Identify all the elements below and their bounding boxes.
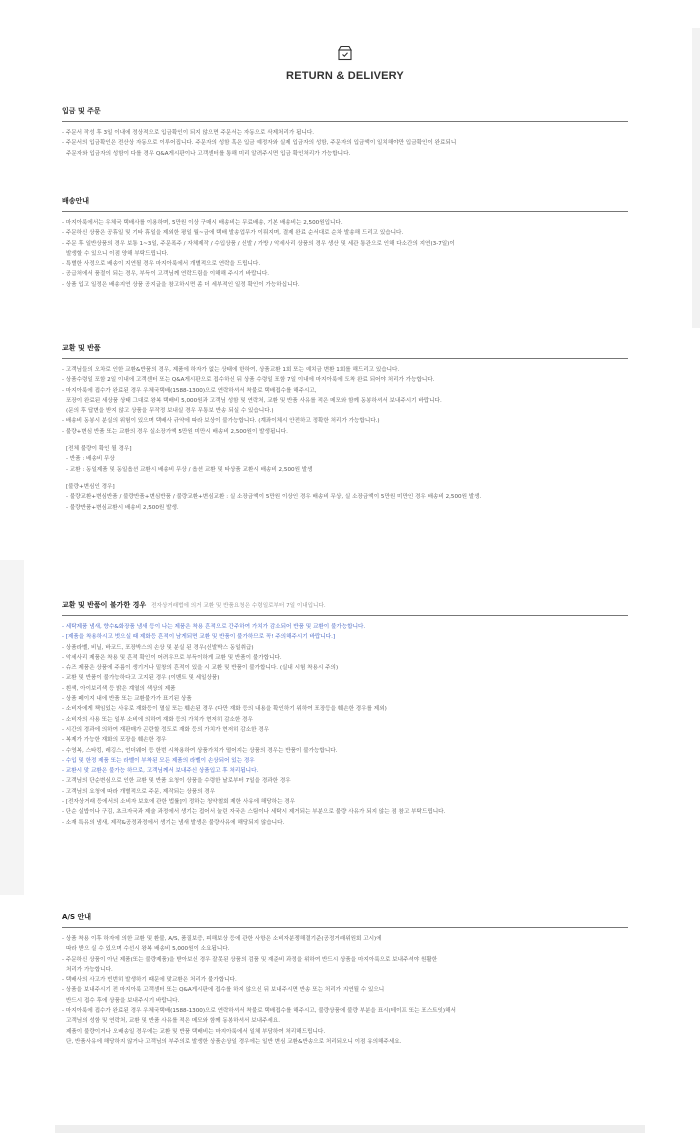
notice-line-highlight: - [제품을 착용하시고 벗으실 때 제화등 흔적이 남게되면 교환 및 반품이 불가하므로 꼭! 주의해주시기 바랍니다.] (62, 634, 336, 641)
section-title-text: A/S 안내 (62, 913, 91, 921)
section-lines (62, 616, 628, 828)
notice-line: - [전자상거래 등에서의 소비자 보호에 관한 법률]이 정하는 청약철회 제한 사유에 해당하는 경우 (62, 799, 296, 806)
notice-line: 처리가 가능합니다. (66, 966, 113, 973)
notice-line: - 불량교환+변심반품 / 불량반품+변심반품 / 불량교환+변심교환 : 실 소장금액이 5만원 이상인 경우 배송비 무상, 실 소장금액이 5만원 미만인 경우 배송비 2,500원 발생. (66, 494, 482, 501)
notice-line: - 소재 특유의 냄새, 제작&공정과정에서 생기는 냄새 발생은 불량사유에 해당되지 않습니다. (62, 819, 285, 826)
section-lines (62, 122, 628, 159)
notice-line: - 마지아룩에서는 우체국 택배사를 이용하며, 5만원 이상 구매시 배송비는 무료배송, 기본 배송비는 2,500원입니다. (62, 220, 343, 226)
section-title-text: 교환 및 반품이 불가한 경우 (62, 601, 147, 609)
notice-line: - 특별한 사정으로 배송이 지연될 경우 마지아룩에서 개별적으로 연락을 드립니다. (62, 261, 261, 268)
notice-line: - 슈즈 제품은 상품에 주름이 생기거나 밑창의 흔적이 있을 시 교환 및 반품이 불가합니다. (실내 시험 착용시 주의) (62, 665, 339, 672)
section-delivery-info (62, 196, 628, 290)
content-area (62, 0, 628, 1045)
notice-line: - 반품 : 배송비 무상 (66, 456, 115, 463)
notice-line: - 고객님의 요청에 따라 개별적으로 주문, 제작되는 상품의 경우 (62, 788, 216, 795)
notice-line: - 악세사리 제품은 착용 및 흔적 확인이 어려우므로 부득이하게 교환 및 반품이 불가합니다. (62, 654, 282, 661)
notice-line-highlight: - 세탁제품 냄새, 향수&화장품 냄새 등이 나는 제품은 착용 흔적으로 간주하여 가치가 감소되어 반품 및 교환이 불가능합니다. (62, 624, 366, 630)
section-lines (62, 928, 628, 1047)
page-header (62, 0, 628, 96)
section-title (62, 196, 628, 212)
notice-line: (문의 후 답변을 받지 않고 상품을 무작정 보내실 경우 무통보 반송 되실 수 있습니다.) (66, 408, 274, 415)
right-side-strip (692, 28, 700, 328)
notice-line: 주문자와 입금자의 성함이 다를 경우 Q&A게시판이나 고객센터를 통해 미리 알려주시면 입금 확인처리가 가능합니다. (66, 150, 351, 157)
notice-line: - 마지아룩에 접수가 완료된 경우 우체국택배(1588-1300)으로 연락하셔서 착불로 택배접수를 해주시고, 불량상품에 불량 부분을 표시(테이프 또는 포스트잇)해서 (62, 1008, 456, 1015)
notice-line: - 복제가 가능한 재화의 포장을 훼손한 경우 (62, 737, 167, 744)
notice-line: [불량+변심인 경우] (66, 483, 115, 490)
notice-line: 단, 반품사유에 해당하지 않거나 고객님의 부주의로 발생한 상품손상일 경우에는 일반 변심 교환&반송으로 처리되오니 이점 유의해주세요. (66, 1038, 402, 1045)
notice-line: - 불량반품+변심교환시 배송비 2,500원 발생. (66, 504, 179, 511)
notice-line: - 불량+변심 반품 또는 교환의 경우 실소장가액 5만원 미만시 배송비 2,500원이 발생됩니다. (62, 428, 288, 435)
notice-line: - 주문서의 입금확인은 전산상 자동으로 이루어집니다. 주문자의 성함 혹은 입금 예정자와 실제 입금자의 성함, 주문자의 입금액이 일치해야만 입금확인이 완료되니 (62, 140, 457, 147)
line-gap (62, 437, 628, 444)
notice-line: - 공급처에서 품절이 되는 경우, 부득이 고객님께 연락드림을 이해해 주시기 바랍니다. (62, 271, 270, 278)
section-title (62, 912, 628, 928)
notice-line: - 상품 페이지 내에 반품 또는 교환불가가 표기된 상품 (62, 696, 192, 703)
notice-line: 포장이 완료된 새상품 상태 그대로 왕복 택배비 5,000원과 고객님 성함 및 연락처, 교환 및 반품 사유를 적은 메모와 함께 동봉하셔서 보내주시기 바랍니다. (66, 397, 442, 404)
notice-line: - 시간의 경과에 의하여 재판매가 곤란할 정도로 재화 등의 가치가 현저히 감소한 경우 (62, 726, 270, 733)
section-as-info (62, 912, 628, 1047)
left-side-strip (0, 560, 24, 895)
notice-line: - 배송비 동봉시 분실의 위험이 있으며 택배사 규약에 따라 보상이 불가능합니다. (계좌이체시 안전하고 정확한 처리가 가능합니다.) (62, 418, 380, 425)
notice-line-highlight: - 수입 및 한정 제품 또는 라벨이 부착된 모든 제품의 라벨이 손상되어 있는 경우 (62, 757, 255, 764)
notice-line: - 교환 및 반품이 불가능하다고 고지된 경우 (이벤트 및 세일상품) (62, 675, 220, 682)
section-subtitle: 전자상거래법에 의거 교환 및 반품요청은 수령일로부터 7일 이내입니다. (151, 603, 326, 609)
notice-line-highlight: - 교환시 맞 교환은 불가능 하므로, 고객님께서 보내주신 상품입고 후 처리됩니다. (62, 768, 259, 775)
section-title (62, 343, 628, 359)
notice-line: - 단순 실밥이나 구김, 초크자국과 제술 과정에서 생기는 접어서 눌린 자국은 스팀이나 세탁시 제거되는 부분으로 불량 사유가 되지 않는 점 참고 부탁드립니다. (62, 809, 446, 816)
notice-line: 따라 받으 실 수 있으며 수선시 왕복 배송비 5,000원이 소요됩니다. (66, 946, 230, 953)
section-title-text: 입금 및 주문 (62, 107, 101, 115)
section-title (62, 600, 628, 616)
section-title-text: 교환 및 반품 (62, 344, 101, 352)
notice-line: 제품이 불량이거나 오배송일 경우에는 교환 및 반품 택배비는 마지아룩에서 일체 부담하여 처리해드립니다. (66, 1028, 326, 1035)
notice-line: - 택배사의 사고가 빈번히 발생하기 때문에 맞교환은 처리가 불가합니다. (62, 977, 237, 984)
notice-line: - 주문하신 상품이 아닌 제품(또는 불량제품)을 받아보신 경우 잘못된 상품의 검품 및 재준비 과정을 위하여 반드시 상품을 마지아룩으로 보내주셔야 원활한 (62, 956, 438, 963)
section-return-not-allowed (62, 600, 628, 828)
notice-line: - 상품 착용 이후 하자에 의한 교환 및 환불, A/S, 품질보증, 피해보상 등에 관한 사항은 소비자분쟁해결기준(공정거래위원회 고시)에 (62, 936, 382, 942)
notice-line: - 고객님들의 오차로 인한 교환&반품의 경우, 제품에 하자가 없는 상태에 한하여, 상품교환 1회 또는 예치금 변환 1회를 해드리고 있습니다. (62, 367, 400, 373)
notice-line: - 상품라벨, 비닐, 바코드, 포장박스의 손상 및 분실 된 경우(신발박스 동일취급) (62, 644, 254, 651)
section-payment-order (62, 106, 628, 159)
notice-line: - 상품수령일 포함 2일 이내에 고객센터 또는 Q&A게시판으로 접수하신 뒤 상품 수령일 포함 7일 이내에 마지아룩에 도착 완료 되어야 처리가 가능합니다. (62, 377, 435, 384)
notice-line: - 소비자에게 책임있는 사유로 재화등이 멸실 또는 훼손된 경우 (다만 재화 등의 내용을 확인하기 위하여 포장등을 훼손한 경우를 제외) (62, 706, 387, 713)
notice-line: - 수영복, 스타킹, 레깅스, 언더웨어 등 한번 시착용하여 상품가치가 떨어지는 상품의 경우는 반품이 불가능합니다. (62, 747, 338, 754)
line-gap (62, 475, 628, 482)
section-title (62, 106, 628, 122)
notice-line: [전체 불량이 확인 될 경우] (66, 446, 132, 453)
notice-line: 발생할 수 있으니 이점 양해 부탁드립니다. (66, 250, 169, 257)
notice-line: - 주문하신 상품은 공휴일 및 기타 휴일을 제외한 평일 월~금에 택배 발송업무가 이뤄지며, 결제 완료 순서대로 순차 발송해 드리고 있습니다. (62, 230, 404, 237)
notice-line: - 소비자의 사용 또는 일부 소비에 의하여 재화 등의 가치가 현저히 감소한 경우 (62, 716, 253, 723)
section-lines (62, 359, 628, 513)
notice-line: - 주문서 작성 후 3일 이내에 정상적으로 입금확인이 되지 않으면 주문서는 자동으로 삭제처리가 됩니다. (62, 130, 315, 136)
notice-line: - 흰색, 아이보리색 등 밝은 계열의 색상의 제품 (62, 685, 176, 692)
notice-line: - 교환 : 동일제품 및 동일옵션 교환시 배송비 무상 / 옵션 교환 및 타상품 교환시 배송비 2,500원 발생 (66, 466, 313, 473)
bottom-bar (55, 1125, 645, 1133)
box-check-icon (336, 44, 354, 62)
notice-line: - 상품 입고 일정은 배송지연 상품 공지글을 참고하시면 좀 더 세부적인 일정 확인이 가능하십니다. (62, 281, 300, 288)
page-title: RETURN & DELIVERY (286, 70, 404, 82)
notice-line: 고객님의 성함 및 연락처, 교환 및 반품 사유를 적은 메모와 함께 동봉하셔서 보내주세요. (66, 1018, 281, 1025)
section-exchange-return (62, 343, 628, 513)
notice-line: - 상품을 보내주시기 전 마지아룩 고객센터 또는 Q&A게시판에 접수를 하지 않으신 뒤 보내주시면 반송 또는 처리가 지연될 수 있으니 (62, 987, 385, 994)
notice-line: 반드시 접수 후에 상품을 보내주시기 바랍니다. (66, 997, 180, 1004)
section-lines (62, 212, 628, 290)
notice-line: - 마지아룩에 접수가 완료된 경우 우체국택배(1588-1300)으로 연락하셔서 착불로 택배접수를 해주시고, (62, 387, 317, 394)
notice-line: - 고객님의 단순변심으로 인한 교환 및 반품 요청이 상품을 수령한 날로부터 7일을 경과한 경우 (62, 778, 291, 785)
notice-line: - 주문 후 일반상품의 경우 보통 1~3일, 주문폭주 / 자체제작 / 수입상품 / 신발 / 가방 / 악세사리 상품의 경우 생산 및 세관 통관으로 인해 다소간의 지연(3-7일)이 (62, 240, 455, 247)
section-title-text: 배송안내 (62, 197, 90, 205)
